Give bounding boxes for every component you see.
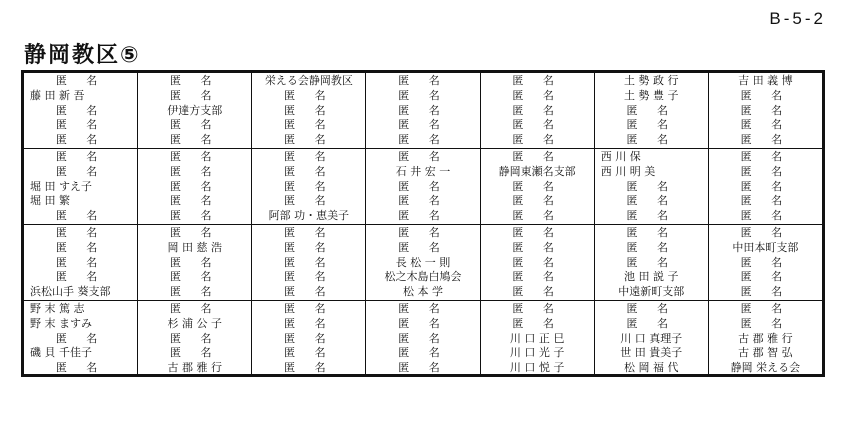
table-cell xyxy=(709,73,822,148)
donor-name: 匿 名 xyxy=(284,285,334,299)
donor-name: 匿 名 xyxy=(398,149,448,163)
donor-name: 匿 名 xyxy=(740,194,791,208)
donor-name: 匿 名 xyxy=(284,225,334,239)
donor-name: 匿 名 xyxy=(512,270,562,284)
table-cell xyxy=(366,225,480,300)
donor-name: 匿 名 xyxy=(284,255,334,269)
donor-name: 匿 名 xyxy=(284,179,334,193)
table-cell xyxy=(481,225,595,300)
donor-name: 匿 名 xyxy=(740,149,791,163)
donor-name: 匿 名 xyxy=(626,209,677,223)
donor-name: 匿 名 xyxy=(398,316,448,330)
donor-name: 松之木島白鳩会 xyxy=(384,270,462,284)
donor-name: 匿 名 xyxy=(284,194,334,208)
donor-name: 匿 名 xyxy=(169,164,220,178)
donor-name: 匿 名 xyxy=(626,118,677,132)
donor-table xyxy=(21,70,825,377)
table-row xyxy=(24,73,822,149)
donor-name: 匿 名 xyxy=(169,255,220,269)
donor-name: 匿 名 xyxy=(626,133,677,147)
table-cell xyxy=(24,73,138,148)
donor-name: 匿 名 xyxy=(169,74,220,87)
donor-name: 堀 田 すえ子 xyxy=(30,179,92,193)
table-cell xyxy=(481,149,595,224)
donor-name: 野 末 篤 志 xyxy=(30,301,85,315)
donor-name: 石 井 宏 一 xyxy=(395,164,451,178)
table-cell xyxy=(366,73,480,148)
donor-name: 松 本 学 xyxy=(402,285,443,299)
donor-name: 匿 名 xyxy=(740,103,791,117)
table-cell xyxy=(595,301,709,376)
donor-name: 匿 名 xyxy=(55,103,106,117)
donor-name: 匿 名 xyxy=(512,225,562,239)
donor-name: 中遠新町支部 xyxy=(618,285,685,299)
donor-name: 静岡 栄える会 xyxy=(730,361,801,375)
donor-name: 匿 名 xyxy=(284,331,334,345)
table-cell xyxy=(366,301,480,376)
donor-name: 匿 名 xyxy=(55,240,106,254)
donor-name: 匿 名 xyxy=(626,301,677,315)
donor-name: 浜松山手 葵支部 xyxy=(30,285,111,299)
donor-name: 匿 名 xyxy=(284,316,334,330)
donor-name: 匿 名 xyxy=(284,103,334,117)
table-cell xyxy=(138,225,252,300)
donor-name: 匿 名 xyxy=(626,194,677,208)
table-cell xyxy=(252,225,366,300)
table-cell xyxy=(366,149,480,224)
table-cell xyxy=(709,225,822,300)
donor-name: 土 勢 豊 子 xyxy=(624,88,679,102)
donor-name: 匿 名 xyxy=(740,179,791,193)
donor-name: 匿 名 xyxy=(398,194,448,208)
donor-name: 匿 名 xyxy=(169,301,220,315)
donor-name: 伊達方支部 xyxy=(167,103,223,117)
donor-name: 匿 名 xyxy=(284,361,334,375)
table-row xyxy=(24,225,822,301)
donor-name: 静岡東瀬名支部 xyxy=(498,164,576,178)
donor-name: 匿 名 xyxy=(740,88,791,102)
donor-name: 匿 名 xyxy=(284,270,334,284)
donor-name: 匿 名 xyxy=(740,301,791,315)
table-cell xyxy=(709,301,822,376)
donor-name: 匿 名 xyxy=(55,270,106,284)
table-row xyxy=(24,149,822,225)
page-code: B-5-2 xyxy=(769,9,826,28)
donor-name: 匿 名 xyxy=(626,179,677,193)
donor-name: 匿 名 xyxy=(512,255,562,269)
page-title: 静岡教区⑤ xyxy=(24,43,141,68)
donor-name: 匿 名 xyxy=(55,209,106,223)
donor-name: 磯 貝 千佳子 xyxy=(30,346,92,360)
donor-name: 匿 名 xyxy=(284,301,334,315)
donor-name: 匿 名 xyxy=(740,255,791,269)
table-cell xyxy=(595,225,709,300)
donor-name: 栄える会静岡教区 xyxy=(264,74,353,87)
donor-name: 匿 名 xyxy=(512,103,562,117)
donor-name: 匿 名 xyxy=(169,225,220,239)
donor-name: 匿 名 xyxy=(512,179,562,193)
table-cell xyxy=(709,149,822,224)
donor-name: 池 田 説 子 xyxy=(624,270,679,284)
donor-name: 阿部 功・恵美子 xyxy=(268,209,350,223)
donor-name: 匿 名 xyxy=(284,88,334,102)
donor-name: 匿 名 xyxy=(512,301,562,315)
donor-name: 匿 名 xyxy=(398,103,448,117)
donor-name: 匿 名 xyxy=(740,133,791,147)
donor-name: 匿 名 xyxy=(512,118,562,132)
donor-name: 松 岡 福 代 xyxy=(624,361,679,375)
table-cell xyxy=(138,301,252,376)
table-cell xyxy=(252,149,366,224)
donor-name: 匿 名 xyxy=(169,209,220,223)
donor-name: 古 郡 雅 行 xyxy=(738,331,793,345)
donor-name: 匿 名 xyxy=(169,88,220,102)
donor-name: 匿 名 xyxy=(284,133,334,147)
donor-name: 古 郡 雅 行 xyxy=(167,361,222,375)
donor-name: 匿 名 xyxy=(740,225,791,239)
donor-name: 匿 名 xyxy=(284,149,334,163)
donor-name: 匿 名 xyxy=(398,361,448,375)
donor-name: 世 田 貴美子 xyxy=(620,346,683,360)
table-cell xyxy=(24,225,138,300)
donor-name: 匿 名 xyxy=(398,240,448,254)
donor-name: 西 川 保 xyxy=(600,149,641,163)
donor-name: 杉 浦 公 子 xyxy=(167,316,222,330)
donor-name: 川 口 正 巳 xyxy=(509,331,565,345)
donor-name: 匿 名 xyxy=(398,301,448,315)
donor-name: 土 勢 政 行 xyxy=(624,74,679,87)
donor-name: 川 口 真理子 xyxy=(620,331,683,345)
donor-name: 長 松 一 則 xyxy=(395,255,451,269)
donor-name: 匿 名 xyxy=(398,74,448,87)
donor-name: 匿 名 xyxy=(512,240,562,254)
table-cell xyxy=(138,73,252,148)
donor-name: 匿 名 xyxy=(398,118,448,132)
donor-name: 匿 名 xyxy=(169,194,220,208)
table-cell xyxy=(24,301,138,376)
donor-name: 匿 名 xyxy=(740,118,791,132)
donor-name: 匿 名 xyxy=(169,149,220,163)
donor-name: 匿 名 xyxy=(512,133,562,147)
donor-name: 川 口 悦 子 xyxy=(509,361,565,375)
donor-name: 匿 名 xyxy=(512,88,562,102)
donor-name: 匿 名 xyxy=(398,331,448,345)
donor-name: 川 口 光 子 xyxy=(509,346,565,360)
donor-name: 匿 名 xyxy=(512,209,562,223)
donor-name: 岡 田 慈 浩 xyxy=(167,240,222,254)
donor-name: 藤 田 新 吾 xyxy=(30,88,85,102)
donor-name: 匿 名 xyxy=(512,285,562,299)
donor-name: 匿 名 xyxy=(626,240,677,254)
donor-name: 匿 名 xyxy=(169,179,220,193)
donor-name: 匿 名 xyxy=(626,316,677,330)
donor-name: 匿 名 xyxy=(398,179,448,193)
table-cell xyxy=(481,301,595,376)
donor-name: 匿 名 xyxy=(55,255,106,269)
donor-name: 野 末 ますみ xyxy=(30,316,92,330)
donor-name: 匿 名 xyxy=(398,88,448,102)
donor-name: 匿 名 xyxy=(169,346,220,360)
table-cell xyxy=(24,149,138,224)
donor-name: 中田本町支部 xyxy=(732,240,799,254)
table-cell xyxy=(252,73,366,148)
donor-name: 匿 名 xyxy=(55,164,106,178)
donor-name: 匿 名 xyxy=(398,225,448,239)
table-cell xyxy=(595,149,709,224)
table-cell xyxy=(252,301,366,376)
donor-name: 匿 名 xyxy=(169,331,220,345)
donor-name: 匿 名 xyxy=(55,133,106,147)
donor-name: 匿 名 xyxy=(55,118,106,132)
table-row xyxy=(24,301,822,376)
table-cell xyxy=(138,149,252,224)
donor-name: 堀 田 繁 xyxy=(30,194,70,208)
donor-name: 匿 名 xyxy=(55,361,106,375)
donor-name: 匿 名 xyxy=(169,133,220,147)
donor-name: 匿 名 xyxy=(55,74,106,87)
donor-name: 匿 名 xyxy=(740,270,791,284)
donor-name: 古 郡 智 弘 xyxy=(738,346,793,360)
donor-name: 匿 名 xyxy=(284,240,334,254)
table-cell xyxy=(481,73,595,148)
donor-name: 匿 名 xyxy=(740,316,791,330)
donor-name: 匿 名 xyxy=(626,103,677,117)
donor-name: 匿 名 xyxy=(512,316,562,330)
donor-name: 吉 田 義 博 xyxy=(738,74,793,87)
donor-name: 匿 名 xyxy=(169,270,220,284)
donor-name: 匿 名 xyxy=(512,194,562,208)
donor-name: 匿 名 xyxy=(55,225,106,239)
donor-name: 匿 名 xyxy=(169,285,220,299)
donor-name: 匿 名 xyxy=(398,346,448,360)
donor-name: 匿 名 xyxy=(284,164,334,178)
donor-name: 西 川 明 美 xyxy=(600,164,656,178)
donor-name: 匿 名 xyxy=(55,331,106,345)
donor-name: 匿 名 xyxy=(740,164,791,178)
donor-name: 匿 名 xyxy=(398,133,448,147)
donor-name: 匿 名 xyxy=(512,149,562,163)
donor-name: 匿 名 xyxy=(626,225,677,239)
donor-name: 匿 名 xyxy=(169,118,220,132)
donor-name: 匿 名 xyxy=(512,74,562,87)
donor-name: 匿 名 xyxy=(740,209,791,223)
donor-name: 匿 名 xyxy=(55,149,106,163)
donor-name: 匿 名 xyxy=(626,255,677,269)
donor-name: 匿 名 xyxy=(284,118,334,132)
donor-name: 匿 名 xyxy=(284,346,334,360)
donor-name: 匿 名 xyxy=(740,285,791,299)
donor-name: 匿 名 xyxy=(398,209,448,223)
table-cell xyxy=(595,73,709,148)
